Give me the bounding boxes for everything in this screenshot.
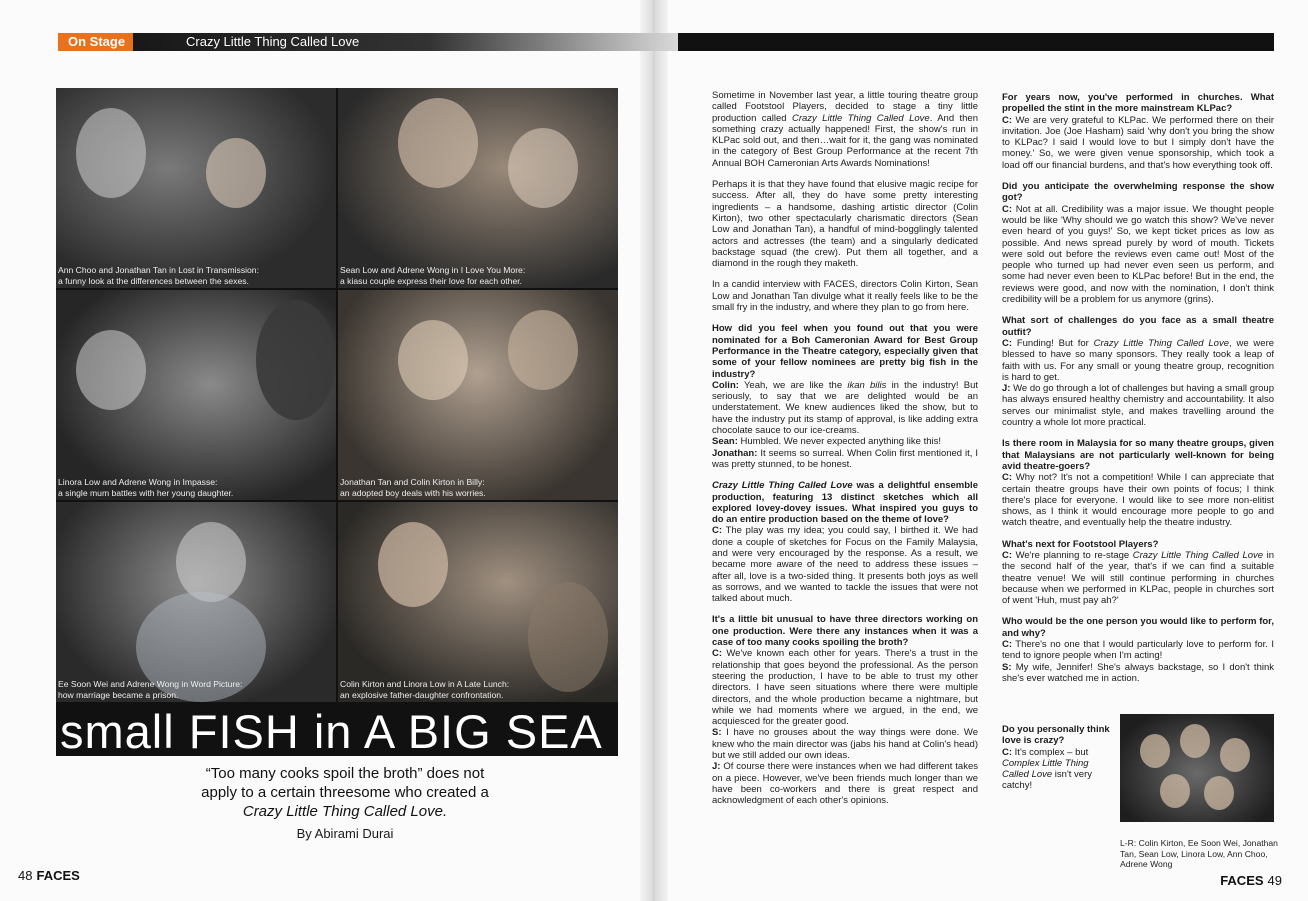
interview-answer: Jonathan: It seems so surreal. When Colin first mentioned it, I was pretty stunned, to be honest.	[712, 447, 978, 470]
interview-question: Who would be the one person you would like to perform for, and why?	[1002, 616, 1274, 639]
interview-question: Do you personally think love is crazy?	[1002, 724, 1110, 747]
interview-answer: C: Why not? It's not a competition! While I can appreciate that certain theatre groups have their own points of focus; I think there's place for everyone. I would like to see more non-elitist shows, as I think it would encourage more people to go and watch theatre, and eventually help the theatre industry.	[1002, 472, 1274, 529]
interview-answer: S: I have no grouses about the way things were done. We knew who the main director was (jabs his hand at Colin's head) but we still added our own ideas.	[712, 727, 978, 762]
photo-lost-in-transmission	[56, 88, 336, 288]
photo-billy	[338, 290, 618, 500]
paragraph: In a candid interview with FACES, directors Colin Kirton, Sean Low and Jonathan Tan divulge what it really feels like to be the small fry in the industry, and where they plan to go from here.	[712, 279, 978, 314]
article-column-2	[1002, 92, 1274, 684]
interview-answer: S: My wife, Jennifer! She's always backstage, so I don't think she's ever watched me in action.	[1002, 661, 1274, 684]
interview-question: Did you anticipate the overwhelming response the show got?	[1002, 181, 1274, 204]
photo-word-picture	[56, 502, 336, 702]
final-question-block	[1002, 724, 1114, 792]
interview-answer: C: Not at all. Credibility was a major issue. We thought people would be like 'Why should we go watch this show? We've never even heard of you guys!' So, we kept ticket prices as low as possible. And news spread purely by word of mouth. Tickets were sold out before the reviews even came out! Most of the people who turned up had never even seen us perform, and some had never even been to KLPac before! But in the end, the reviews were good, and now with the nomination, I don't think credibility will be a problem for us anymore (grins).	[1002, 203, 1274, 306]
interview-question: What's next for Footstool Players?	[1002, 538, 1159, 550]
interview-answer: C: We're planning to re-stage Crazy Little Thing Called Love in the second half of the year, that's if we can find a suitable theatre venue! We will still continue performing in churches because when we performed in KLPac, people in churches sort of went 'Huh, must pay ah?'	[1002, 549, 1274, 607]
page-folio-left: 48 FACES	[18, 868, 80, 883]
group-photo	[1120, 714, 1274, 822]
section-title: Crazy Little Thing Called Love	[186, 34, 360, 49]
paragraph: Perhaps it is that they have found that elusive magic recipe for success. After all, they do have some pretty interesting ingredients – a handsome, dashing artistic director (Colin Kirton), two other spectacularly charismatic directors (Sean Low and Jonathan Tan), a handful of mind-bogglingly talented actors and actresses (the team) and a singularly dedicated backstage squad (the crew). Put them all together, and a diamond in the rough they maketh.	[712, 179, 978, 270]
article-headline: small FISH in A BIG SEA	[60, 705, 603, 758]
photo-a-late-lunch	[338, 502, 618, 702]
article-column-1	[712, 90, 978, 807]
interview-answer: C: Funding! But for Crazy Little Thing Called Love, we were blessed to have so many sponsors. They really took a leap of faith with us. For any small or young theatre group, recognition is hard to get.	[1002, 337, 1275, 383]
page-folio-right: FACES 49	[1220, 873, 1282, 888]
interview-question: It's a little bit unusual to have three directors working on one production. Were there any instances when it was a case of too many cooks spoiling the broth?	[712, 614, 978, 649]
photo-caption: Ee Soon Wei and Adrene Wong in Word Picture: how marriage became a prison.	[58, 679, 243, 700]
interview-answer: C: It's complex – but Complex Little Thing Called Love isn't very catchy!	[1002, 746, 1092, 792]
interview-question: How did you feel when you found out that you were nominated for a Boh Cameronian Award for Best Group Performance in the Theatre category, especially given that some of your fellow nominees are pretty big fish in the industry?	[712, 323, 978, 380]
photo-caption: Ann Choo and Jonathan Tan in Lost in Transmission: a funny look at the differences between the sexes.	[58, 265, 259, 286]
interview-answer: Sean: Humbled. We never expected anything like this!	[712, 436, 942, 448]
interview-answer: J: We do go through a lot of challenges but having a small group has always ensured healthy chemistry and accountability. It also serves our minimalist style, and makes travelling around the country a whole lot more practical.	[1002, 383, 1274, 429]
photo-caption: Jonathan Tan and Colin Kirton in Billy: an adopted boy deals with his worries.	[340, 477, 486, 498]
standfirst: “Too many cooks spoil the broth” does not apply to a certain threesome who created a Crazy Little Thing Called Love.	[201, 765, 489, 820]
section-tag: On Stage	[58, 33, 133, 51]
paragraph: Sometime in November last year, a little touring theatre group called Footstool Players, decided to stage a tiny little production called Crazy Little Thing Called Love. And then something crazy actually happened! First, the show's run in KLPac sold out, and then…wait for it, the gang was nominated in the category of Best Group Performance at the recent 7th Annual BOH Cameronian Arts Awards Nominations!	[712, 90, 978, 169]
photo-impasse	[56, 290, 336, 500]
photo-caption: Colin Kirton and Linora Low in A Late Lunch: an explosive father-daughter confrontation.	[340, 679, 510, 700]
photo-caption: Linora Low and Adrene Wong in Impasse: a single mum battles with her young daughter.	[58, 477, 234, 498]
interview-answer: C: The play was my idea; you could say, I birthed it. We had done a couple of sketches for Focus on the Family Malaysia, and were very encouraged by the response. As a result, we became more aware of the need to address these issues – after all, love is a two-sided thing. It presents both joys as well as sorrows, and we wanted to tackle the issues that were not talked about much.	[712, 525, 978, 605]
interview-question: Is there room in Malaysia for so many theatre groups, given that Malaysians are not particularly well-known for being avid theatre-goers?	[1002, 438, 1274, 472]
interview-answer: C: We are very grateful to KLPac. We performed there on their invitation. Joe (Joe Hasham) said 'why don't you bring the show to KLPac? I said I would love to but I simply don't have the money.' So, we were given venue sponsorship, which took a load off our financial burdens, and that's how everything took off.	[1002, 114, 1274, 171]
photo-grid	[56, 88, 618, 756]
interview-answer: C: There's no one that I would particularly love to perform for. I tend to ignore people when I'm acting!	[1002, 639, 1274, 662]
interview-answer: Colin: Yeah, we are like the ikan bilis in the industry! But seriously, to say that we are delighted would be an understatement. We knew audiences liked the show, but to have the industry put its stamp of approval, is like adding extra chocolate sauce to our ice-creams.	[712, 379, 978, 437]
interview-question: Crazy Little Thing Called Love was a delightful ensemble production, featuring 13 distinct sketches which all explored lovey-dovey issues. What inspired you guys to do an entire production based on the theme of love?	[712, 480, 978, 526]
section-header-bar	[58, 33, 1274, 51]
byline: By Abirami Durai	[296, 826, 394, 841]
interview-answer: J: Of course there were instances when we had different takes on a piece. However, we've been friends much longer than we have been co-workers and there is great respect and acknowledgment of each other's opinions.	[712, 761, 978, 807]
interview-question: For years now, you've performed in churches. What propelled the stint in the more mainstream KLPac?	[1002, 92, 1274, 115]
photo-caption: Sean Low and Adrene Wong in I Love You More: a kiasu couple express their love for each other.	[340, 265, 526, 286]
interview-question: What sort of challenges do you face as a small theatre outfit?	[1002, 315, 1274, 338]
photo-i-love-you-more	[338, 88, 618, 288]
group-photo-caption: L-R: Colin Kirton, Ee Soon Wei, Jonathan Tan, Sean Low, Linora Low, Ann Choo, Adrene Wong	[1120, 838, 1278, 869]
interview-answer: C: We've known each other for years. There's a trust in the relationship that goes beyond the professional. As the person steering the production, I have to be able to trust my other directors. I have seen situations where there were multiple directors, and the whole production became a nightmare, but while we had moments where we argued, in the end, we acquiesced for the greater good.	[712, 648, 978, 728]
page-gutter	[640, 0, 668, 901]
